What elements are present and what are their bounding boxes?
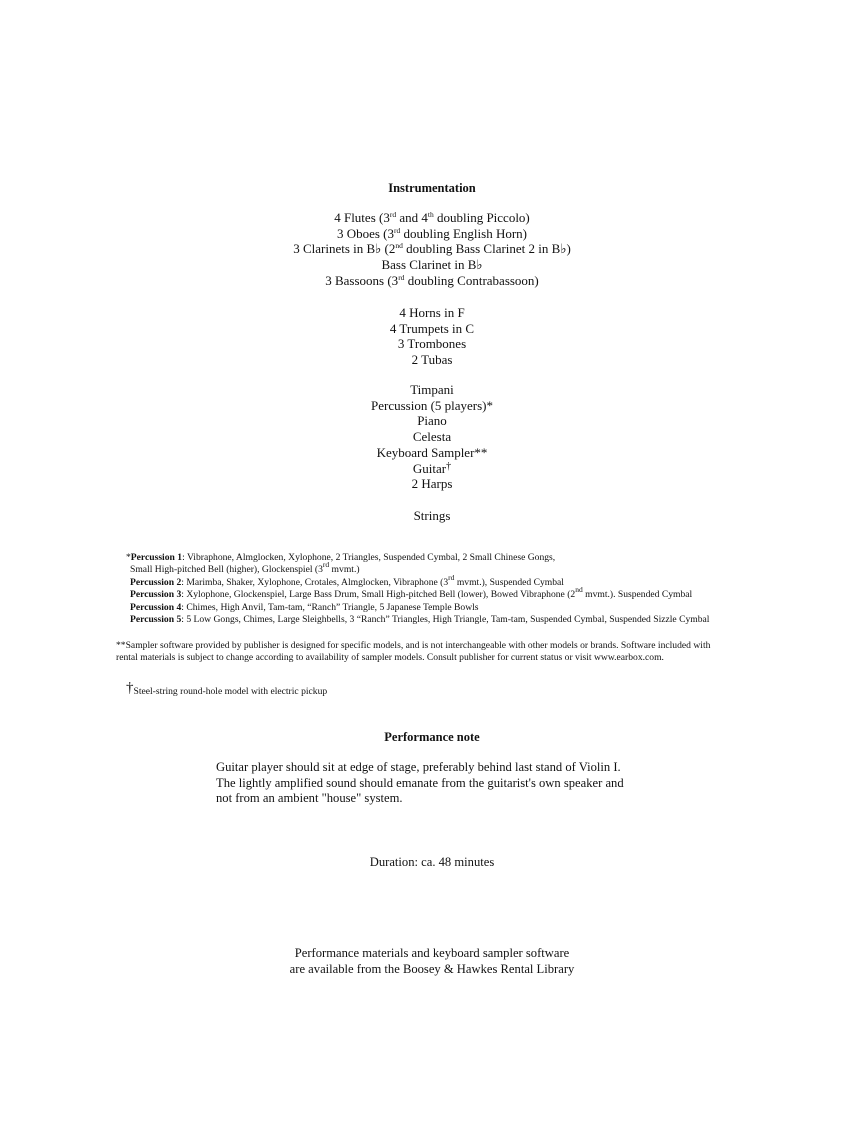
other-instruments-list [0,382,864,492]
percussion-4: Percussion 4: Chimes, High Anvil, Tam-tam, “Ranch” Triangle, 5 Japanese Temple Bowls [130,601,479,613]
percussion-line: Percussion (5 players)* [370,397,494,413]
instrumentation-heading: Instrumentation [388,181,476,195]
guitar-line: Guitar† [412,460,452,476]
tubas-line: 2 Tubas [411,352,453,368]
piano-line: Piano [417,413,447,429]
bassoons-line: 3 Bassoons (3rd doubling Contrabassoon) [325,272,539,288]
performance-note-heading: Performance note [384,730,480,744]
percussion-1: *Percussion 1: Vibraphone, Almglocken, Xylophone, 2 Triangles, Suspended Cymbal, 2 Small Chinese Gongs, [126,552,556,563]
percussion-3: Percussion 3: Xylophone, Glockenspiel, Large Bass Drum, Small High-pitched Bell (lower), Bowed Vibraphone (2nd mvmt.). Suspended Cymbal [130,585,693,601]
percussion-1-continued: Small High-pitched Bell (higher), Glockenspiel (3rd mvmt.) [130,560,360,576]
performance-note-body: Guitar player should sit at edge of stage, preferably behind last stand of Violin I. The lightly amplified sound should emanate from the guitarist's own speaker and not from an ambient "house" system. [216,760,624,806]
horns-line: 4 Horns in F [399,305,465,320]
sampler-footnote: **Sampler software provided by publisher is designed for specific models, and is not interchangeable with other models or brands. Software included with rental materials is subject to change according to availability of sampler models. Consult publisher for current status or visit www.earbox.com. [116,640,711,664]
dagger-mark: † [126,680,134,696]
trumpets-line: 4 Trumpets in C [389,320,475,336]
rental-notice: Performance materials and keyboard sampler software are available from the Boosey & Hawkes Rental Library [289,946,575,976]
duration: Duration: ca. 48 minutes [369,855,495,869]
woodwinds-list [0,210,864,289]
trombones-line: 3 Trombones [397,336,467,352]
timpani-line: Timpani [410,382,454,397]
percussion-5: Percussion 5: 5 Low Gongs, Chimes, Large Sleighbells, 3 “Ranch” Triangles, High Triangle, Tam-tam, Suspended Cymbal, Suspended Sizzle Cymbal [130,614,710,626]
flutes-line: 4 Flutes (3rd and 4th doubling Piccolo) [334,210,530,225]
harps-line: 2 Harps [411,476,453,492]
strings-line: Strings [413,508,451,523]
bass-clarinet-line: Bass Clarinet in B♭ [381,257,483,273]
guitar-footnote: †Steel-string round-hole model with electric pickup [126,680,328,697]
celesta-line: Celesta [412,429,452,445]
clarinets-line: 3 Clarinets in B♭ (2nd doubling Bass Clarinet 2 in B♭) [293,241,571,257]
percussion-2: Percussion 2: Marimba, Shaker, Xylophone, Crotales, Almglocken, Vibraphone (3rd mvmt.), Suspended Cymbal [130,572,564,588]
percussion-breakdown [126,552,846,626]
brass-list [0,305,864,368]
oboes-line: 3 Oboes (3rd doubling English Horn) [336,225,528,241]
keyboard-sampler-line: Keyboard Sampler** [376,444,488,460]
